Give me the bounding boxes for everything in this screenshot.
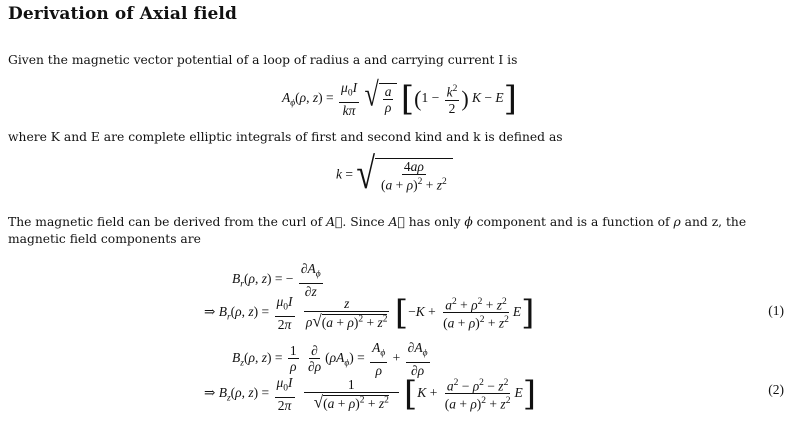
vector-potential-equation: $A_\phi(\rho$, z) = $\frac{\mu_0I}{k\pi}$ √ $\frac{a}{\rho}$ [(1 − $\frac{k^2}{2}$ ) K − E] — [282, 75, 517, 119]
equation-number-2: (2) — [768, 382, 784, 397]
page-title: Derivation of Axial field — [8, 4, 237, 24]
curl-paragraph: The magnetic field can be derived from the curl of A⃗. Since A⃗ has only ϕ component and is a function of ρ and z, the magnetic field components are — [8, 215, 747, 246]
bz-result-equation: ⇒ $B_z(\rho$, z) = $\frac{\mu_0I}{2\pi}$ $\frac{1}{√(a + \rho)^2 + z^2}$ [K + $\frac{a^2 - \rho^2 - z^2}{(a + \rho)^2 + z^2}$ E] — [204, 373, 536, 414]
bz-definition-equation: $B_z(\rho$, z) = $\frac{1}{\rho}$ $\frac{\partial}{\partial\rho}$ $(\rho A_\phi)$ = $\frac{A_\phi}{\rho}$ + $\frac{\partial A_\phi}{\partial\rho}$ — [232, 340, 428, 378]
br-result-equation: ⇒ $B_r(\rho$, z) = $\frac{\mu_0I}{2\pi}$ $\frac{z}{\rho√(a + \rho)^2 + z^2}$ [−K + $\frac{a^2 + \rho^2 + z^2}{(a + \rho)^2 + z^2}$ E] — [204, 292, 535, 333]
elliptic-paragraph: where K and E are complete elliptic integrals of first and second kind and k is defined as — [8, 130, 563, 144]
k-definition-equation: k = √ $\frac{4a\rho}{(a + \rho)^2 + z^2}$ — [336, 158, 453, 193]
br-definition-equation: $B_r(\rho$, z) = − $\frac{\partial A_\phi}{\partial z}$ — [232, 261, 321, 299]
equation-number-1: (1) — [768, 303, 784, 318]
intro-paragraph: Given the magnetic vector potential of a loop of radius a and carrying current I is — [8, 53, 518, 67]
